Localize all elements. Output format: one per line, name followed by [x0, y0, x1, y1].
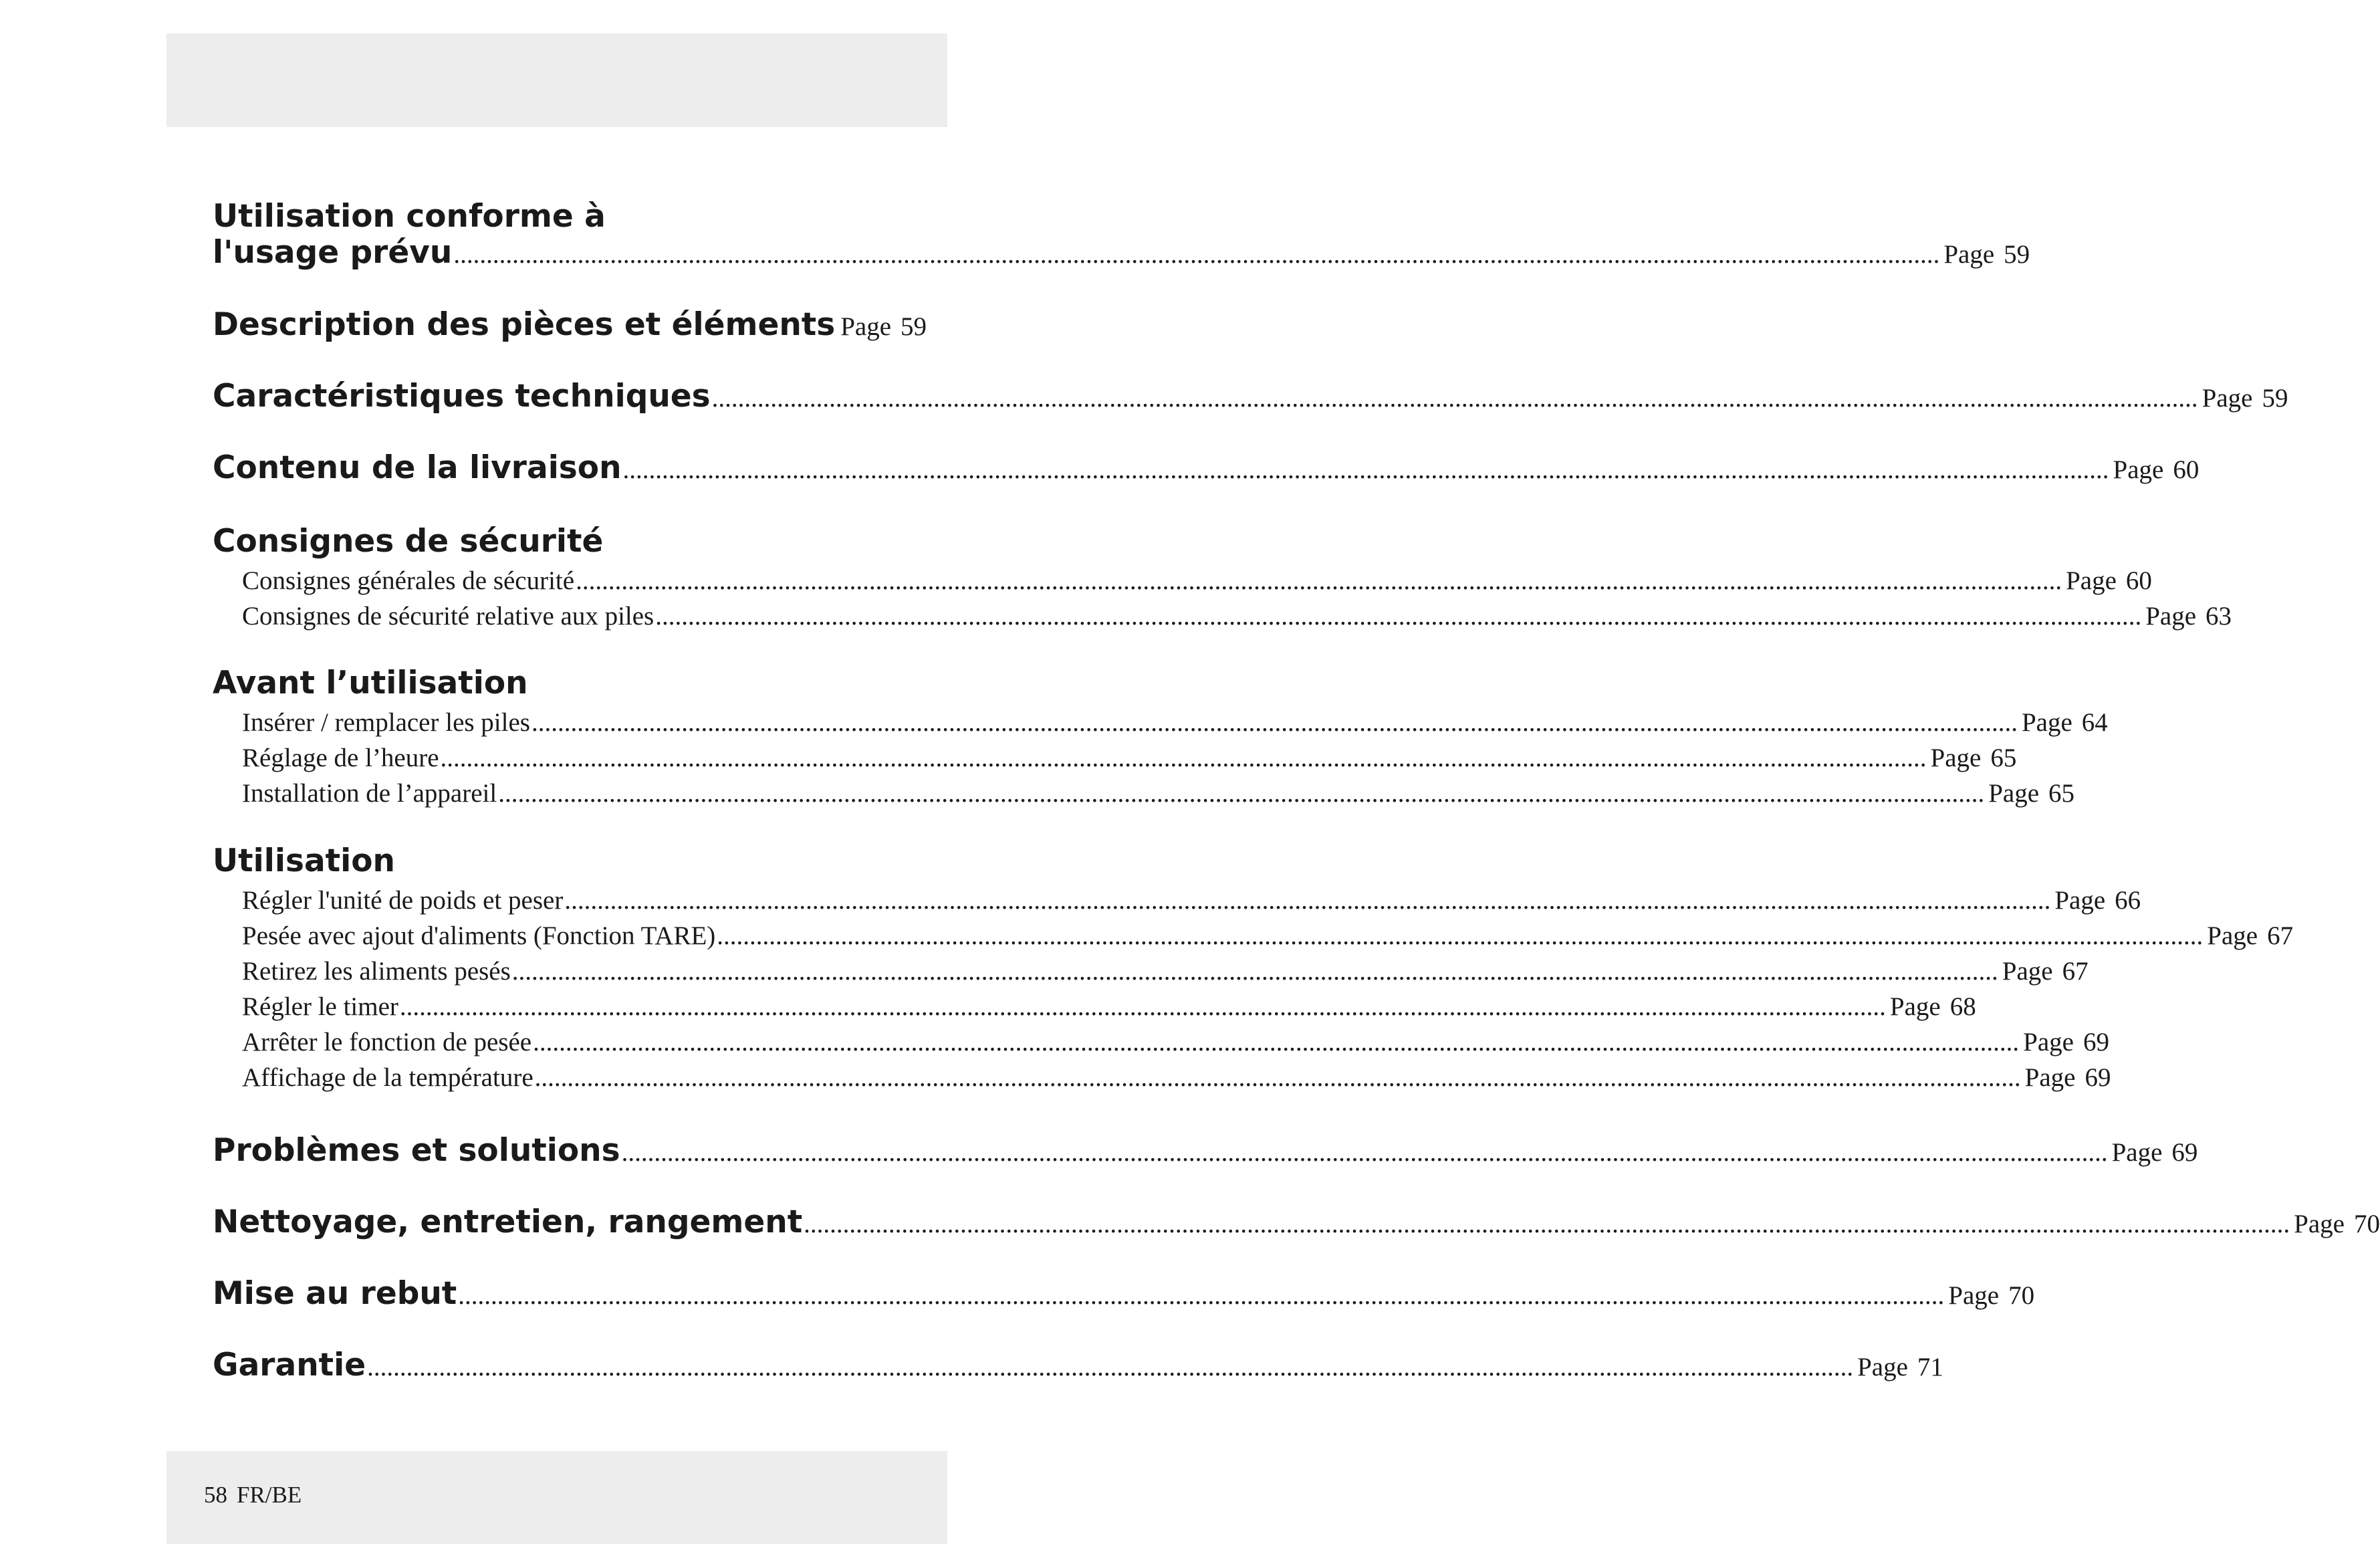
toc-subentry-label: Installation de l’appareil [242, 779, 497, 808]
dot-leader [717, 921, 2203, 951]
section-heading-usage: Utilisation [213, 843, 395, 879]
page-reference: Page 70 [1948, 1281, 2035, 1310]
footer-locale: FR/BE [237, 1482, 302, 1508]
toc-entry[interactable] [213, 1132, 2198, 1169]
dot-leader [367, 1352, 1853, 1382]
dot-leader [804, 1209, 2290, 1239]
footer-page-number: 58 [204, 1482, 227, 1508]
page-reference: Page 69 [2023, 1028, 2109, 1056]
dot-leader [576, 566, 2062, 596]
toc-subentry-label: Consignes de sécurité relative aux piles [242, 602, 654, 631]
toc-entry-title: Description des pièces et éléments [213, 306, 836, 343]
toc-subentry[interactable] [242, 566, 2152, 596]
toc-subentry-label: Régler le timer [242, 992, 398, 1021]
toc-subentry[interactable] [242, 992, 1976, 1022]
dot-leader [400, 992, 1886, 1022]
page-reference: Page 63 [2145, 602, 2232, 631]
dot-leader [564, 885, 2050, 915]
toc-subentry[interactable] [242, 1063, 2111, 1093]
page-reference: Page 68 [1889, 992, 1976, 1021]
footer [204, 1482, 302, 1509]
dot-leader [622, 1137, 2108, 1167]
section-heading-before-use: Avant l’utilisation [213, 665, 528, 701]
toc-subentry[interactable] [242, 1027, 2109, 1057]
toc-entry-title-line1: Utilisation conforme à [213, 198, 606, 235]
toc-entry-title: l'usage prévu [213, 234, 453, 271]
page-reference: Page 60 [2066, 566, 2152, 595]
page-reference: Page 69 [2111, 1138, 2198, 1167]
toc-entry[interactable] [213, 306, 927, 343]
toc-entry-title: Mise au rebut [213, 1275, 457, 1312]
page-reference: Page 59 [2202, 384, 2288, 413]
toc-subentry-label: Réglage de l’heure [242, 744, 439, 772]
dot-leader [531, 707, 2018, 738]
toc-entry[interactable] [213, 1347, 1943, 1383]
toc-entry-title: Problèmes et solutions [213, 1132, 620, 1169]
toc-entry[interactable] [213, 1275, 2035, 1312]
page-reference: Page 65 [1930, 744, 2017, 772]
section-heading-safety: Consignes de sécurité [213, 523, 604, 560]
dot-leader [512, 956, 1998, 986]
toc-subentry[interactable] [242, 885, 2141, 915]
toc-entry-title: Garantie [213, 1347, 366, 1383]
toc-subentry-label: Arrêter le fonction de pesée [242, 1028, 532, 1056]
page-reference: Page 59 [840, 312, 927, 341]
dot-leader [655, 601, 2141, 631]
toc-subentry[interactable] [242, 921, 2294, 951]
page-reference: Page 67 [2207, 921, 2294, 950]
toc-subentry-label: Régler l'unité de poids et peser [242, 886, 564, 915]
page-reference: Page 66 [2054, 886, 2141, 915]
page-reference: Page 65 [1988, 779, 2074, 808]
dot-leader [441, 743, 1927, 773]
toc-entry-title: Caractéristiques techniques [213, 378, 711, 415]
toc-entry[interactable] [213, 378, 2288, 415]
dot-leader [535, 1063, 2021, 1093]
toc-subentry-label: Affichage de la température [242, 1063, 533, 1092]
toc-subentry[interactable] [242, 956, 2089, 986]
toc-subentry-label: Retirez les aliments pesés [242, 957, 511, 986]
page-reference: Page 60 [2113, 455, 2199, 484]
dot-leader [498, 778, 1984, 808]
page-reference: Page 70 [2294, 1210, 2380, 1238]
toc-entry[interactable] [213, 449, 2199, 486]
dot-leader [453, 239, 1939, 269]
header-band [166, 33, 947, 127]
page-reference: Page 67 [2002, 957, 2089, 986]
page-reference: Page 71 [1857, 1353, 1943, 1381]
toc-subentry-label: Consignes générales de sécurité [242, 566, 575, 595]
toc-subentry-label: Pesée avec ajout d'aliments (Fonction TARE) [242, 921, 716, 950]
toc-entry-title: Nettoyage, entretien, rangement [213, 1204, 803, 1240]
toc-subentry[interactable] [242, 743, 2017, 773]
toc-subentry[interactable] [242, 601, 2232, 631]
toc-subentry[interactable] [242, 707, 2108, 738]
dot-leader [623, 455, 2109, 485]
toc-entry[interactable] [213, 1204, 2380, 1240]
page-reference: Page 69 [2024, 1063, 2111, 1092]
toc-subentry-label: Insérer / remplacer les piles [242, 708, 530, 737]
dot-leader [458, 1280, 1944, 1311]
page-reference: Page 64 [2021, 708, 2108, 737]
page-reference: Page 59 [1943, 240, 2030, 269]
dot-leader [712, 383, 2198, 413]
footer-band [166, 1451, 947, 1544]
toc-subentry[interactable] [242, 778, 2074, 808]
toc-entry-title: Contenu de la livraison [213, 449, 622, 486]
toc-entry[interactable] [213, 234, 2030, 271]
dot-leader [533, 1027, 2019, 1057]
